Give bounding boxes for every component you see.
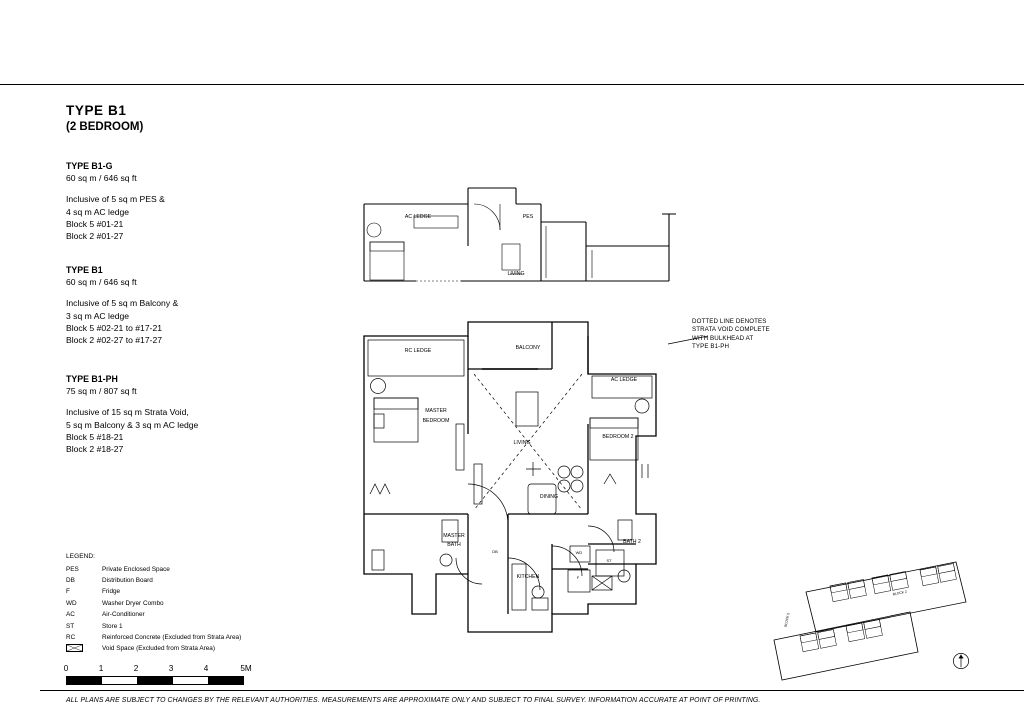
room-label: LIVING (513, 440, 531, 446)
room-label: PES (522, 214, 534, 220)
site-block-label: BLOCK 5 (783, 612, 791, 628)
legend-row (66, 620, 336, 631)
legend-row (66, 598, 336, 609)
page-subtitle: (2 BEDROOM) (66, 121, 144, 133)
header-divider (0, 84, 1024, 85)
spec-line: Block 5 #01-21 (66, 218, 124, 229)
legend-value: Washer Dryer Combo (102, 599, 164, 607)
room-label: MASTER (425, 408, 447, 414)
annotation-line: WITH BULKHEAD AT (692, 334, 754, 342)
legend-value: Air-Conditioner (102, 611, 145, 619)
scale-tick: 2 (133, 664, 139, 673)
spec-line: Block 2 #01-27 (66, 231, 124, 242)
legend-row (66, 586, 336, 597)
spec-size: 60 sq m / 646 sq ft (66, 173, 137, 184)
room-label: BEDROOM 2 (602, 434, 634, 440)
page-title: TYPE B1 (66, 103, 127, 118)
legend-row (66, 575, 336, 586)
legend-value: Void Space (Excluded from Strata Area) (102, 645, 215, 653)
legend-row (66, 632, 336, 643)
room-label: AC LEDGE (404, 214, 432, 220)
spec-heading: TYPE B1-PH (66, 374, 118, 384)
scale-tick: 3 (168, 664, 174, 673)
room-label: AC LEDGE (610, 377, 638, 383)
legend-title: LEGEND: (66, 553, 95, 560)
spec-block-b1ph (66, 373, 198, 455)
legend-value: Fridge (102, 588, 121, 596)
legend-row (66, 564, 336, 575)
spec-line: Inclusive of 15 sq m Strata Void, (66, 407, 189, 418)
spec-line: Block 5 #02-21 to #17-21 (66, 322, 163, 333)
spec-line: Block 2 #18-27 (66, 444, 124, 455)
scale-bar (63, 664, 266, 685)
floorplan-ground-drawing (356, 186, 686, 291)
room-label: MASTER (443, 533, 465, 539)
floorplan-typical-drawing (356, 314, 686, 644)
room-label: DB (492, 549, 498, 554)
annotation-leader-line (650, 330, 710, 350)
room-label: KITCHEN (516, 574, 540, 580)
legend-value: Distribution Board (102, 577, 153, 585)
void-space-swatch-icon (66, 644, 83, 652)
spec-size: 75 sq m / 807 sq ft (66, 386, 137, 397)
room-label: BALCONY (515, 345, 541, 351)
annotation-line: TYPE B1-PH (692, 343, 730, 351)
north-compass-icon (952, 652, 970, 670)
spec-line: Inclusive of 5 sq m PES & (66, 194, 165, 205)
room-label: RC LEDGE (404, 348, 432, 354)
spec-heading: TYPE B1-G (66, 161, 113, 171)
scale-tick: 0 (63, 664, 69, 673)
room-label: BATH 2 (623, 539, 641, 545)
spec-block-b1g (66, 160, 165, 242)
legend-key: DB (66, 577, 75, 585)
legend-key: WD (66, 599, 77, 607)
footer-divider (40, 690, 1024, 691)
annotation-line: DOTTED LINE DENOTES (692, 318, 767, 325)
scale-unit: 5M (240, 664, 252, 673)
scale-tick: 4 (203, 664, 209, 673)
disclaimer-note: ALL PLANS ARE SUBJECT TO CHANGES BY THE RELEVANT AUTHORITIES. MEASUREMENTS ARE APPROXIMATE ONLY AND SUBJECT TO FINAL SURVEY. INFORMATION ACCURATE AT POINT OF PRINTING. (66, 697, 761, 704)
legend (66, 553, 336, 655)
spec-line: Inclusive of 5 sq m Balcony & (66, 298, 179, 309)
legend-row (66, 643, 336, 654)
spec-line: 4 sq m AC ledge (66, 206, 130, 217)
spec-line: 3 sq m AC ledge (66, 310, 130, 321)
spec-line: Block 5 #18-21 (66, 431, 124, 442)
spec-line: Block 2 #02-27 to #17-27 (66, 335, 163, 346)
legend-key: AC (66, 611, 75, 619)
room-label: ST (606, 558, 612, 563)
legend-value: Store 1 (102, 622, 123, 630)
legend-value: Reinforced Concrete (Excluded from Strata Area) (102, 634, 242, 642)
spec-heading: TYPE B1 (66, 265, 103, 275)
room-label: F (576, 575, 580, 580)
room-label: BATH (447, 542, 461, 548)
scale-track (66, 676, 244, 685)
page-title-block (66, 103, 143, 133)
annotation-line: STRATA VOID COMPLETE (692, 326, 770, 334)
legend-key-swatch (66, 644, 102, 654)
room-label: LIVING (507, 271, 525, 277)
room-label: WD (575, 550, 583, 555)
legend-key: ST (66, 622, 75, 630)
scale-tick: 1 (98, 664, 104, 673)
spec-block-b1 (66, 264, 178, 346)
room-label: DINING (539, 494, 559, 500)
site-block-label: BLOCK 2 (892, 589, 908, 597)
legend-value: Private Enclosed Space (102, 565, 170, 573)
spec-size: 60 sq m / 646 sq ft (66, 277, 137, 288)
legend-row (66, 609, 336, 620)
legend-key: RC (66, 634, 76, 642)
site-key-plan (760, 556, 1010, 676)
legend-key: F (66, 588, 70, 596)
spec-line: 5 sq m Balcony & 3 sq m AC ledge (66, 419, 199, 430)
legend-key: PES (66, 565, 79, 573)
room-label: BEDROOM (422, 418, 450, 424)
